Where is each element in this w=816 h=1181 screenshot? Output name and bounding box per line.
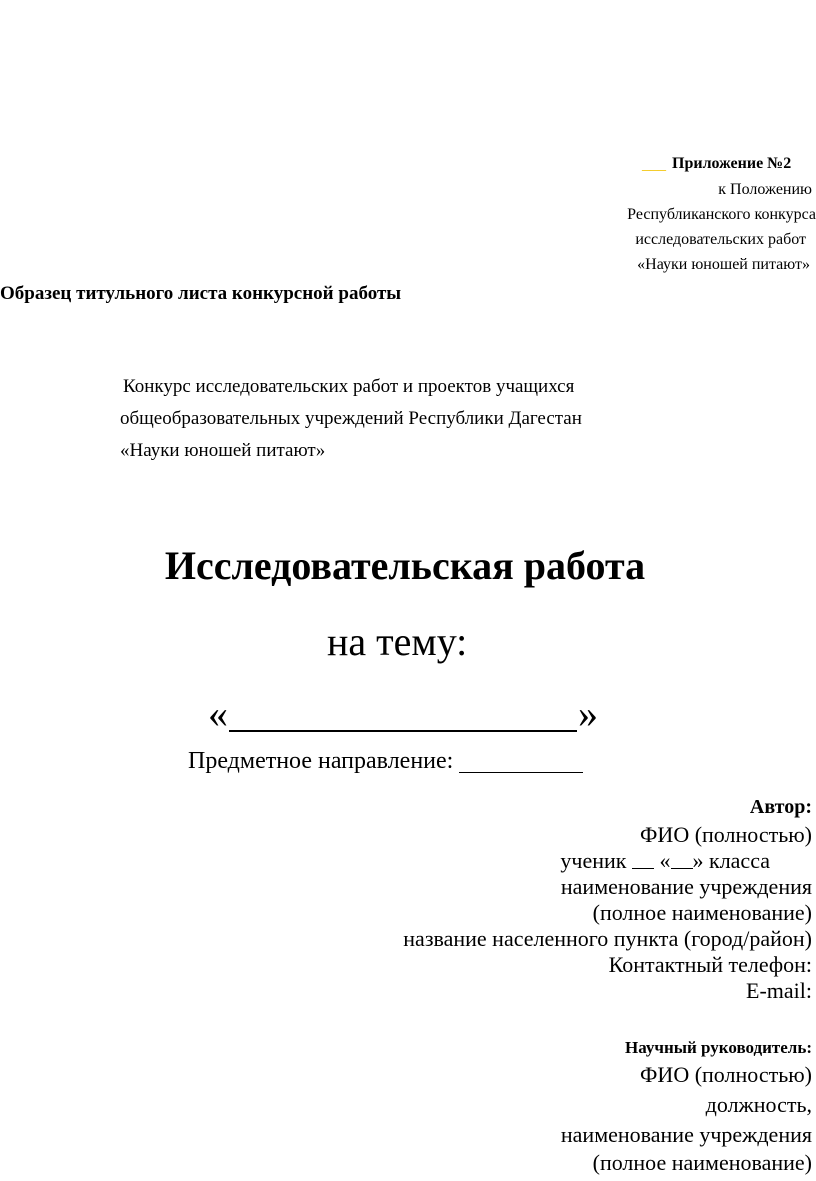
appendix-line-1: к Положению: [718, 181, 812, 198]
appendix-title: Приложение №2: [672, 155, 792, 172]
direction-label: Предметное направление:: [188, 748, 454, 774]
topic-label: на тему:: [327, 619, 468, 664]
supervisor-institution-full: (полное наименование): [592, 1150, 812, 1175]
class-letter-blank: [671, 848, 693, 869]
supervisor-position: должность,: [705, 1092, 812, 1117]
supervisor-full-name: ФИО (полностью): [640, 1062, 812, 1087]
class-number-blank: [632, 848, 654, 869]
appendix-line-2: Республиканского конкурса: [627, 206, 816, 223]
supervisor-label: Научный руководитель:: [625, 1038, 812, 1057]
appendix-mark: ___: [642, 156, 666, 173]
author-full-name: ФИО (полностью): [640, 822, 812, 847]
appendix-line-4: «Науки юношей питают»: [637, 256, 810, 273]
student-prefix: ученик: [560, 848, 627, 873]
contest-line-1: Конкурс исследовательских работ и проектов учащихся: [123, 376, 575, 397]
supervisor-institution: наименование учреждения: [560, 1122, 812, 1147]
contest-line-2: общеобразовательных учреждений Республики Дагестан: [120, 408, 582, 429]
topic-field: [208, 690, 598, 737]
work-title-text: Исследовательская работа: [164, 543, 646, 588]
work-title: [0, 542, 816, 589]
contest-line-3: «Науки юношей питают»: [120, 440, 326, 461]
author-class: [560, 848, 770, 874]
appendix-line-3: исследовательских работ: [635, 231, 806, 248]
student-open: «: [659, 848, 671, 873]
author-locality: название населенного пункта (город/район): [403, 926, 812, 951]
subject-direction: [188, 748, 583, 775]
direction-blank-line: [459, 748, 583, 773]
quote-close: »: [578, 691, 598, 736]
author-label: Автор:: [749, 796, 812, 818]
quote-open: «: [208, 691, 228, 736]
author-institution: наименование учреждения: [560, 874, 812, 899]
author-email: E-mail:: [746, 978, 812, 1003]
author-institution-full: (полное наименование): [592, 900, 812, 925]
sample-heading: Образец титульного листа конкурсной работы: [0, 283, 402, 304]
topic-blank-line: [229, 690, 577, 732]
student-suffix: » класса: [692, 848, 770, 873]
author-phone: Контактный телефон:: [608, 952, 812, 977]
